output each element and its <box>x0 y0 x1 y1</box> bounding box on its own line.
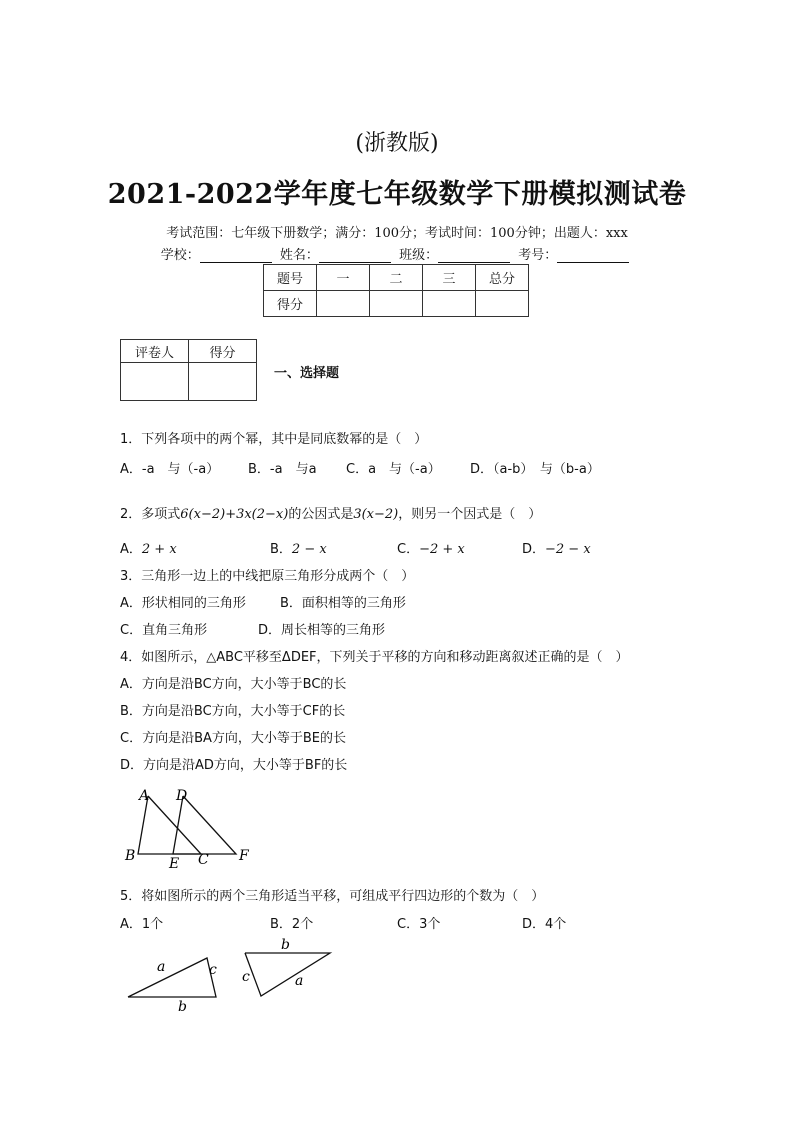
question-2-post: ，则另一个因式是（ ） <box>398 507 542 522</box>
side-label-b: b <box>178 999 187 1015</box>
field-number-blank[interactable] <box>557 250 629 263</box>
option-letter: A． <box>120 542 142 557</box>
option-expression: −2 − x <box>545 542 591 557</box>
option-letter: C． <box>397 542 420 557</box>
question-1-option-b: B．-a 与a <box>248 462 317 477</box>
translation-figure <box>118 782 258 872</box>
question-2-option-a <box>120 538 177 557</box>
question-2-mid: 的公因式是 <box>288 507 354 522</box>
question-1-option-a: A．-a 与（-a） <box>120 462 220 477</box>
question-4-option-a: A．方向是沿BC方向，大小等于BC的长 <box>120 677 347 692</box>
grader-cell[interactable] <box>189 363 257 401</box>
question-2-factor: 3(x−2) <box>353 507 399 522</box>
question-4-option-c: C．方向是沿BA方向，大小等于BE的长 <box>120 731 347 746</box>
score-header: 一 <box>317 265 370 291</box>
question-2-option-c <box>397 538 465 557</box>
edition-label: (浙教版) <box>355 131 439 156</box>
side-label-c: c <box>209 962 217 978</box>
question-2-option-b <box>270 538 327 557</box>
field-name-label: 姓名： <box>279 248 319 263</box>
side-label-c: c <box>242 969 250 985</box>
question-5-option-a: A．1个 <box>120 917 164 932</box>
question-3-option-b: B．面积相等的三角形 <box>280 596 406 611</box>
student-fields <box>0 244 794 263</box>
question-3-stem: 3．三角形一边上的中线把原三角形分成两个（ ） <box>120 569 415 584</box>
triangle-def <box>173 796 236 854</box>
field-class-blank[interactable] <box>438 250 510 263</box>
exam-info: 考试范围：七年级下册数学；满分：100分；考试时间：100分钟；出题人：xxx <box>166 226 628 241</box>
side-label-b: b <box>281 937 290 953</box>
section-title: 一、选择题 <box>274 366 340 381</box>
score-header: 题号 <box>264 265 317 291</box>
grader-cell[interactable] <box>121 363 189 401</box>
question-2-pre: 2．多项式 <box>120 507 181 522</box>
score-header: 二 <box>370 265 423 291</box>
question-3-option-a: A．形状相同的三角形 <box>120 596 246 611</box>
question-5-stem: 5．将如图所示的两个三角形适当平移，可组成平行四边形的个数为（ ） <box>120 889 545 904</box>
vertex-label-f: F <box>239 848 249 864</box>
question-2-stem <box>120 503 541 522</box>
field-school-blank[interactable] <box>200 250 272 263</box>
score-header: 三 <box>423 265 476 291</box>
option-letter: D． <box>522 542 546 557</box>
field-class-label: 班级： <box>399 248 439 263</box>
grader-table <box>120 339 257 401</box>
option-letter: B． <box>270 542 292 557</box>
grader-header: 评卷人 <box>121 340 189 363</box>
side-label-a: a <box>157 959 166 975</box>
triangles-figure <box>120 935 340 1015</box>
question-1-option-d: D．（a-b） 与（b-a） <box>470 462 600 477</box>
grader-header: 得分 <box>189 340 257 363</box>
field-school-label: 学校： <box>160 248 200 263</box>
question-1-stem: 1．下列各项中的两个幂，其中是同底数幂的是（ ） <box>120 432 428 447</box>
score-header: 总分 <box>476 265 529 291</box>
exam-title: 2021-2022学年度七年级数学下册模拟测试卷 <box>107 179 687 210</box>
side-label-a: a <box>295 973 304 989</box>
question-2-option-d <box>522 538 591 557</box>
vertex-label-a: A <box>139 788 150 804</box>
question-2-expression: 6(x−2)+3x(2−x) <box>180 507 289 522</box>
question-5-option-d: D．4个 <box>522 917 567 932</box>
score-cell[interactable] <box>423 291 476 317</box>
score-table <box>263 264 529 317</box>
vertex-label-d: D <box>176 788 188 804</box>
score-cell[interactable] <box>370 291 423 317</box>
triangle-right <box>245 953 330 996</box>
question-5-option-c: C．3个 <box>397 917 441 932</box>
score-row-label: 得分 <box>264 291 317 317</box>
vertex-label-b: B <box>125 848 136 864</box>
question-3-option-c: C．直角三角形 <box>120 623 208 638</box>
question-5-option-b: B．2个 <box>270 917 314 932</box>
question-4-option-b: B．方向是沿BC方向，大小等于CF的长 <box>120 704 346 719</box>
question-3-option-d: D．周长相等的三角形 <box>258 623 386 638</box>
vertex-label-c: C <box>198 852 209 868</box>
option-expression: −2 + x <box>419 542 465 557</box>
question-4-option-d: D．方向是沿AD方向，大小等于BF的长 <box>120 758 348 773</box>
question-4-stem: 4．如图所示，△ABC平移至ΔDEF，下列关于平移的方向和移动距离叙述正确的是（ ） <box>120 650 629 665</box>
question-1-option-c: C．a 与（-a） <box>346 462 441 477</box>
score-cell[interactable] <box>317 291 370 317</box>
field-name-blank[interactable] <box>319 250 391 263</box>
triangle-left <box>128 958 216 997</box>
vertex-label-e: E <box>169 856 180 872</box>
option-expression: 2 − x <box>291 542 327 557</box>
field-number-label: 考号： <box>518 248 558 263</box>
option-expression: 2 + x <box>141 542 177 557</box>
score-cell[interactable] <box>476 291 529 317</box>
